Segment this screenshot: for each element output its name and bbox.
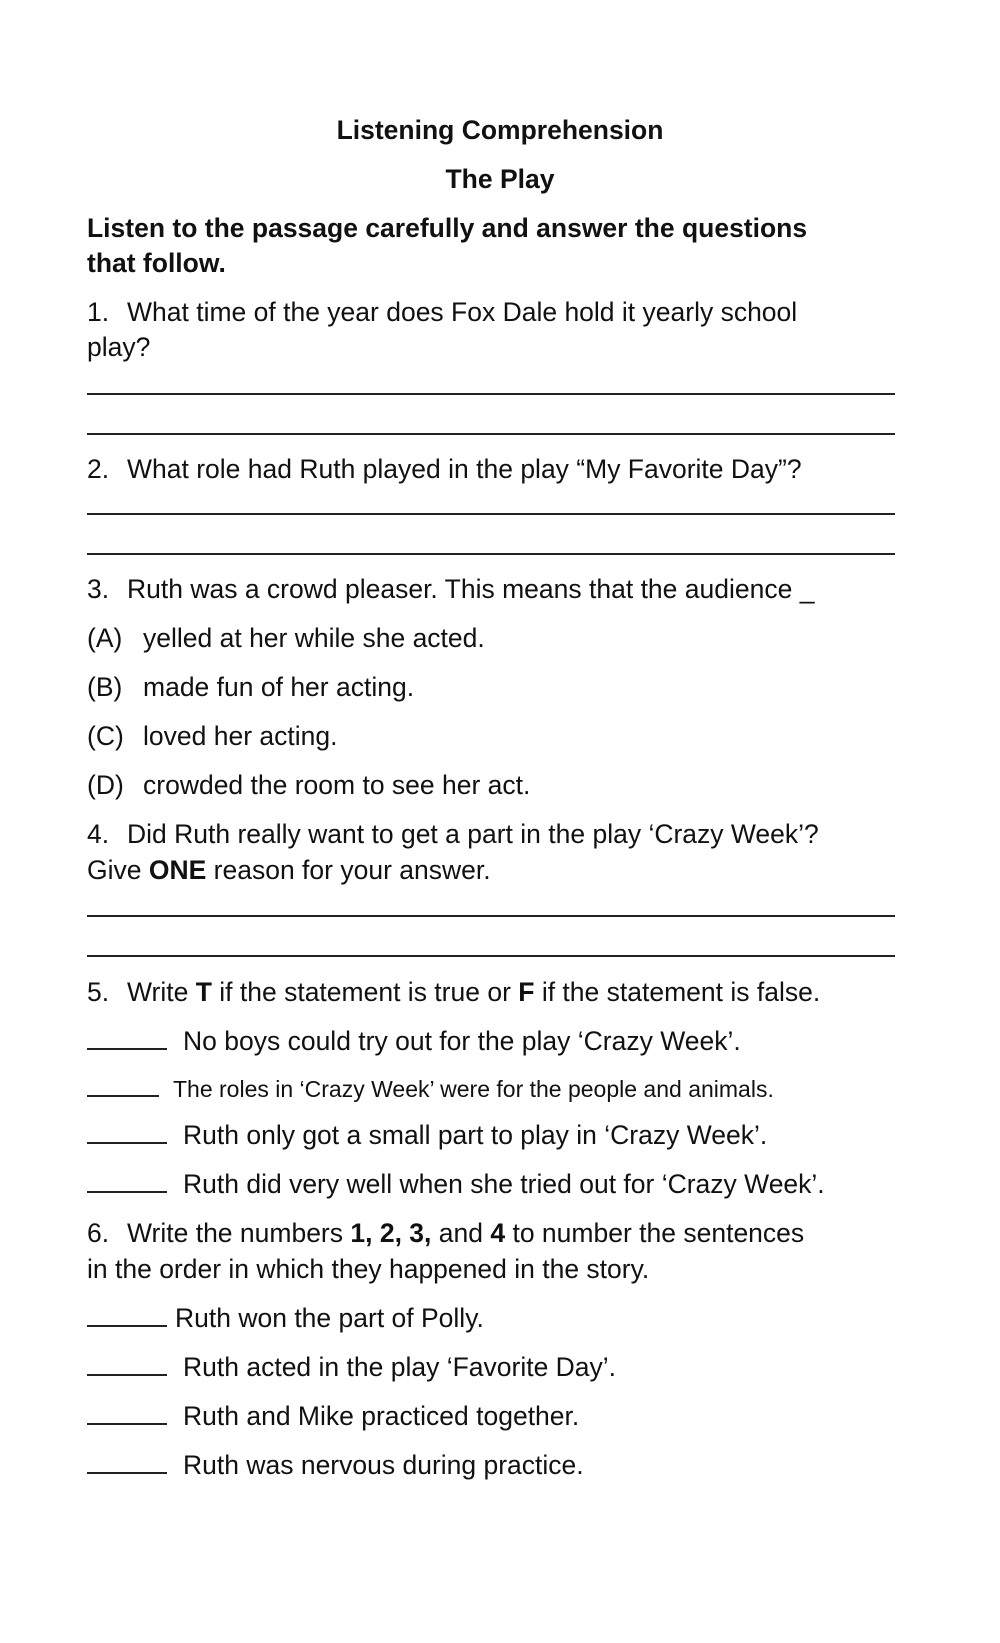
- event-text: Ruth acted in the play ‘Favorite Day’.: [183, 1352, 617, 1382]
- answer-blank[interactable]: [87, 1350, 167, 1376]
- answer-blank[interactable]: [87, 1071, 159, 1097]
- statement-text: No boys could try out for the play ‘Crazy Week’.: [183, 1026, 741, 1056]
- answer-blank[interactable]: [87, 1448, 167, 1474]
- sequence-item: [87, 1301, 484, 1335]
- sequence-item: [87, 1448, 584, 1482]
- answer-blank[interactable]: [87, 1167, 167, 1193]
- event-text: Ruth and Mike practiced together.: [183, 1401, 580, 1431]
- option-text: loved her acting.: [143, 721, 338, 751]
- text-segment: reason for your answer.: [206, 855, 491, 885]
- question-1: [87, 295, 797, 329]
- statement-text: The roles in ‘Crazy Week’ were for the people and animals.: [173, 1076, 774, 1102]
- page-subtitle: The Play: [445, 164, 555, 194]
- answer-blank[interactable]: [87, 1301, 167, 1327]
- option-c[interactable]: [87, 719, 337, 753]
- statement-text: Ruth did very well when she tried out for ‘Crazy Week’.: [183, 1169, 825, 1199]
- question-number: 3.: [87, 574, 110, 604]
- tf-statement: [87, 1071, 774, 1106]
- text-segment: to number the sentences: [505, 1218, 805, 1248]
- order-numbers: 1, 2, 3,: [350, 1218, 432, 1248]
- question-number: 2.: [87, 454, 110, 484]
- text-segment: if the statement is false.: [534, 977, 821, 1007]
- page-title: Listening Comprehension: [336, 115, 664, 145]
- question-2: [87, 452, 802, 486]
- question-text: Ruth was a crowd pleaser. This means that the audience _: [127, 574, 815, 604]
- sequence-item: [87, 1350, 616, 1384]
- option-a[interactable]: [87, 621, 485, 655]
- option-text: made fun of her acting.: [143, 672, 415, 702]
- answer-line[interactable]: [87, 915, 895, 917]
- text-segment: Write the numbers: [127, 1218, 351, 1248]
- question-4: [87, 817, 819, 851]
- answer-line[interactable]: [87, 955, 895, 957]
- answer-line[interactable]: [87, 553, 895, 555]
- tf-statement: [87, 1167, 825, 1201]
- option-d[interactable]: [87, 768, 530, 802]
- option-text: crowded the room to see her act.: [143, 770, 531, 800]
- answer-blank[interactable]: [87, 1399, 167, 1425]
- tf-statement: [87, 1118, 767, 1152]
- event-text: Ruth won the part of Polly.: [175, 1303, 484, 1333]
- answer-line[interactable]: [87, 393, 895, 395]
- sequence-item: [87, 1399, 579, 1433]
- option-letter: (B): [87, 672, 123, 702]
- text-segment: Give: [87, 855, 149, 885]
- question-6: [87, 1216, 804, 1250]
- question-number: 4.: [87, 819, 110, 849]
- question-3: [87, 572, 814, 606]
- option-letter: (D): [87, 770, 124, 800]
- answer-blank[interactable]: [87, 1024, 167, 1050]
- question-1-continued: play?: [87, 332, 151, 362]
- question-5: [87, 975, 820, 1009]
- option-letter: (A): [87, 623, 123, 653]
- statement-text: Ruth only got a small part to play in ‘Crazy Week’.: [183, 1120, 768, 1150]
- question-6-continued: in the order in which they happened in the story.: [87, 1254, 650, 1284]
- option-letter: (C): [87, 721, 124, 751]
- text-segment: Write: [127, 977, 196, 1007]
- text-segment: if the statement is true or: [211, 977, 519, 1007]
- instruction-line-1: Listen to the passage carefully and answer the questions: [87, 213, 808, 243]
- answer-line[interactable]: [87, 433, 895, 435]
- answer-blank[interactable]: [87, 1118, 167, 1144]
- question-number: 5.: [87, 977, 110, 1007]
- event-text: Ruth was nervous during practice.: [183, 1450, 584, 1480]
- question-4-continued: [87, 853, 491, 887]
- answer-line[interactable]: [87, 513, 895, 515]
- false-letter: F: [518, 977, 535, 1007]
- true-letter: T: [195, 977, 212, 1007]
- option-text: yelled at her while she acted.: [143, 623, 485, 653]
- question-text: What time of the year does Fox Dale hold it yearly school: [127, 297, 798, 327]
- question-text: What role had Ruth played in the play “My Favorite Day”?: [127, 454, 802, 484]
- question-text: Did Ruth really want to get a part in the play ‘Crazy Week’?: [127, 819, 819, 849]
- instruction-line-2: that follow.: [87, 248, 226, 278]
- text-segment: and: [431, 1218, 491, 1248]
- tf-statement: [87, 1024, 741, 1058]
- order-number-four: 4: [490, 1218, 506, 1248]
- question-number: 1.: [87, 297, 110, 327]
- emphasis-one: ONE: [148, 855, 207, 885]
- option-b[interactable]: [87, 670, 414, 704]
- question-number: 6.: [87, 1218, 110, 1248]
